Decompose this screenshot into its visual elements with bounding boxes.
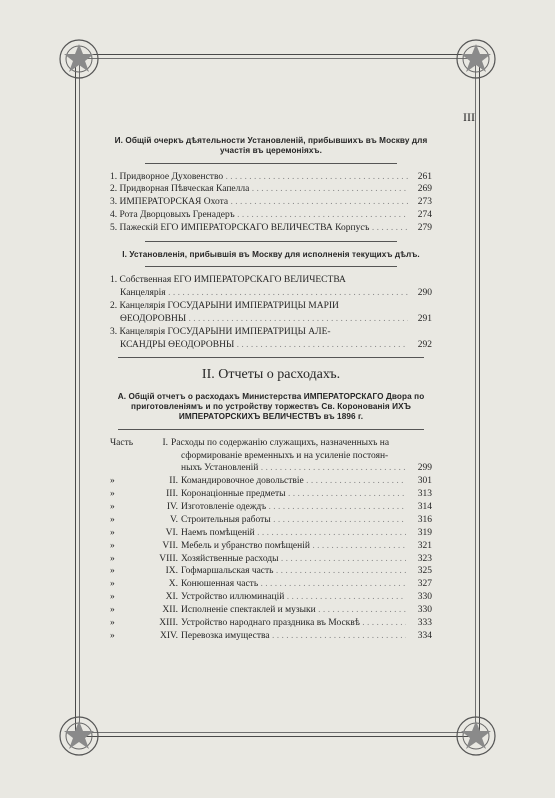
list-item	[110, 592, 432, 604]
page-ref: 330	[417, 605, 432, 615]
page-ref: 334	[417, 630, 432, 641]
part-prefix: »	[110, 514, 115, 525]
section3-parts	[110, 476, 432, 642]
page-ref: 291	[417, 313, 432, 324]
list-item	[110, 438, 432, 450]
list-item	[110, 618, 432, 630]
page-ref: 314	[417, 502, 432, 512]
list-item	[110, 314, 432, 326]
part-roman: X.	[168, 579, 178, 590]
list-item	[110, 463, 432, 475]
part-roman: XII.	[162, 605, 178, 615]
list-item	[110, 528, 432, 540]
item-label-cont: ѲЕОДОРОВНЫ . . .	[120, 314, 408, 326]
part-label-cont: ныхъ Установленій . . .	[181, 463, 406, 475]
section1-heading: И. Общій очеркъ дѣятельности Установленій, прибывшихъ въ Москву для участія въ церемоніяхъ.	[114, 136, 428, 156]
list-item	[110, 502, 432, 514]
list-item	[110, 554, 432, 566]
part-prefix: »	[110, 553, 115, 564]
part-roman: XIII.	[159, 617, 178, 628]
part-prefix: »	[110, 476, 115, 487]
part-roman: VI.	[165, 527, 178, 538]
part-prefix: »	[110, 592, 115, 603]
page-ref: 327	[417, 579, 432, 590]
list-item	[110, 340, 432, 352]
part-prefix: »	[110, 502, 115, 512]
page-ref: 319	[417, 527, 432, 538]
part-prefix: »	[110, 605, 115, 615]
item-label-cont: КСАНДРЫ ѲЕОДОРОВНЫ . . .	[120, 340, 408, 352]
part-label: Изготовленіе одеждъ . . .	[181, 502, 406, 514]
list-item	[110, 631, 432, 643]
page-ref: 261	[417, 171, 432, 182]
corner-ornament-bottom-right	[449, 709, 503, 763]
part-label: Конюшенная часть . . .	[181, 579, 406, 591]
part-label: Перевозка имущества . . .	[181, 631, 406, 643]
part-prefix: »	[110, 617, 115, 628]
item-label: 1. Собственная ЕГО ИМПЕРАТОРСКАГО ВЕЛИЧЕСТВА	[110, 275, 346, 286]
part-prefix: »	[110, 630, 115, 641]
page-ref: 323	[417, 553, 432, 564]
part-label-cont: сформированіе временныхъ и на усиленіе постоян-	[181, 450, 389, 461]
item-label: 5. Пажескій ЕГО ИМПЕРАТОРСКАГО ВЕЛИЧЕСТВА Корпусъ . . .	[110, 223, 408, 235]
list-item	[110, 197, 432, 209]
list-item	[110, 223, 432, 235]
page-ref: 330	[417, 592, 432, 603]
corner-ornament-top-left	[52, 32, 106, 86]
list-item	[110, 210, 432, 222]
part-label: Устройство иллюминацій . . .	[181, 592, 406, 604]
section2-heading: І. Установленія, прибывшія въ Москву для исполненія текущихъ дѣлъ.	[122, 249, 420, 259]
page-ref: 316	[417, 514, 432, 525]
part-label: Строительныя работы . . .	[181, 515, 406, 527]
part-roman: IV.	[166, 502, 178, 512]
item-label: 3. ИМПЕРАТОРСКАЯ Охота . . .	[110, 197, 408, 209]
page-ref: 301	[417, 476, 432, 487]
part-label: Коронаціонные предметы . . .	[181, 489, 406, 501]
part-roman: I.	[162, 437, 168, 448]
part-roman: III.	[166, 489, 178, 500]
list-item	[110, 541, 432, 553]
page-ref: 325	[417, 566, 432, 577]
divider	[145, 163, 397, 164]
list-item	[110, 579, 432, 591]
part-label: Мебель и убранство помѣщеній . . .	[181, 541, 406, 553]
page-ref: 274	[417, 210, 432, 221]
part-prefix: »	[110, 540, 115, 551]
item-label: 2. Канцелярія ГОСУДАРЫНИ ИМПЕРАТРИЦЫ МАРІИ	[110, 300, 339, 311]
item-label: 1. Придворное Духовенство . . .	[110, 172, 408, 184]
part-roman: XI.	[165, 592, 178, 603]
list-item	[110, 288, 432, 300]
page-ref: 321	[417, 540, 432, 551]
part-label: Исполненіе спектаклей и музыки . . .	[181, 605, 406, 617]
part-prefix: »	[110, 566, 115, 577]
page-ref: 269	[417, 184, 432, 195]
divider	[145, 241, 397, 242]
list-item	[110, 184, 432, 196]
page-number: III	[463, 110, 475, 124]
part-label: Командировочное довольствіе . . .	[181, 476, 406, 488]
page-ref: 313	[417, 489, 432, 500]
list-item	[110, 476, 432, 488]
item-label-cont: Канцелярія . . .	[120, 288, 408, 300]
part-label: Расходы по содержанію служащихъ, назначенныхъ на	[171, 437, 390, 448]
part-roman: VIII.	[159, 553, 178, 564]
section3-heading: А. Общій отчетъ о расходахъ Министерства ИМПЕРАТОРСКАГО Двора по приготовленіямъ и по устройству торжествъ Св. Коронованія ИХЪ ИМПЕРАТОРСКИХЪ ВЕЛИЧЕСТВЪ въ 1896 г.	[117, 391, 425, 422]
part-roman: XIV.	[159, 630, 178, 641]
part-prefix: »	[110, 579, 115, 590]
table-of-contents	[110, 136, 432, 644]
section1-list	[110, 172, 432, 235]
section3-list	[110, 438, 432, 643]
section2-list	[110, 275, 432, 351]
part-prefix: »	[110, 489, 115, 500]
item-label: 2. Придворная Пѣвческая Капелла . . .	[110, 184, 408, 196]
part-label: Наемъ помѣщеній . . .	[181, 528, 406, 540]
page-ref: 292	[417, 339, 432, 350]
part-roman: IX.	[165, 566, 178, 577]
list-item	[110, 489, 432, 501]
part-label: Гофмаршальская часть . . .	[181, 566, 406, 578]
part-roman: V.	[169, 514, 178, 525]
list-item	[110, 605, 432, 617]
list-item	[110, 515, 432, 527]
divider	[118, 357, 424, 358]
part-roman: II.	[169, 476, 178, 487]
part-prefix: »	[110, 527, 115, 538]
divider	[118, 429, 424, 430]
divider	[145, 266, 397, 267]
page-ref: 279	[417, 223, 432, 233]
part-title: II. Отчеты о расходахъ.	[201, 367, 341, 383]
corner-ornament-top-right	[449, 32, 503, 86]
page-ref: 273	[417, 197, 432, 208]
list-item	[110, 566, 432, 578]
item-label: 4. Рота Дворцовыхъ Гренадеръ . . .	[110, 210, 408, 222]
list-item	[110, 172, 432, 184]
page-ref: 299	[417, 463, 432, 474]
part-label: Устройство народнаго праздника въ Москвѣ . . .	[181, 618, 406, 630]
item-label: 3. Канцелярія ГОСУДАРЫНИ ИМПЕРАТРИЦЫ АЛЕ-	[110, 326, 331, 337]
page-ref: 333	[417, 617, 432, 628]
page-ref: 290	[417, 288, 432, 298]
part-prefix: Часть	[110, 437, 134, 448]
part-roman: VII.	[162, 540, 178, 551]
part-label: Хозяйственные расходы . . .	[181, 554, 406, 566]
corner-ornament-bottom-left	[52, 709, 106, 763]
